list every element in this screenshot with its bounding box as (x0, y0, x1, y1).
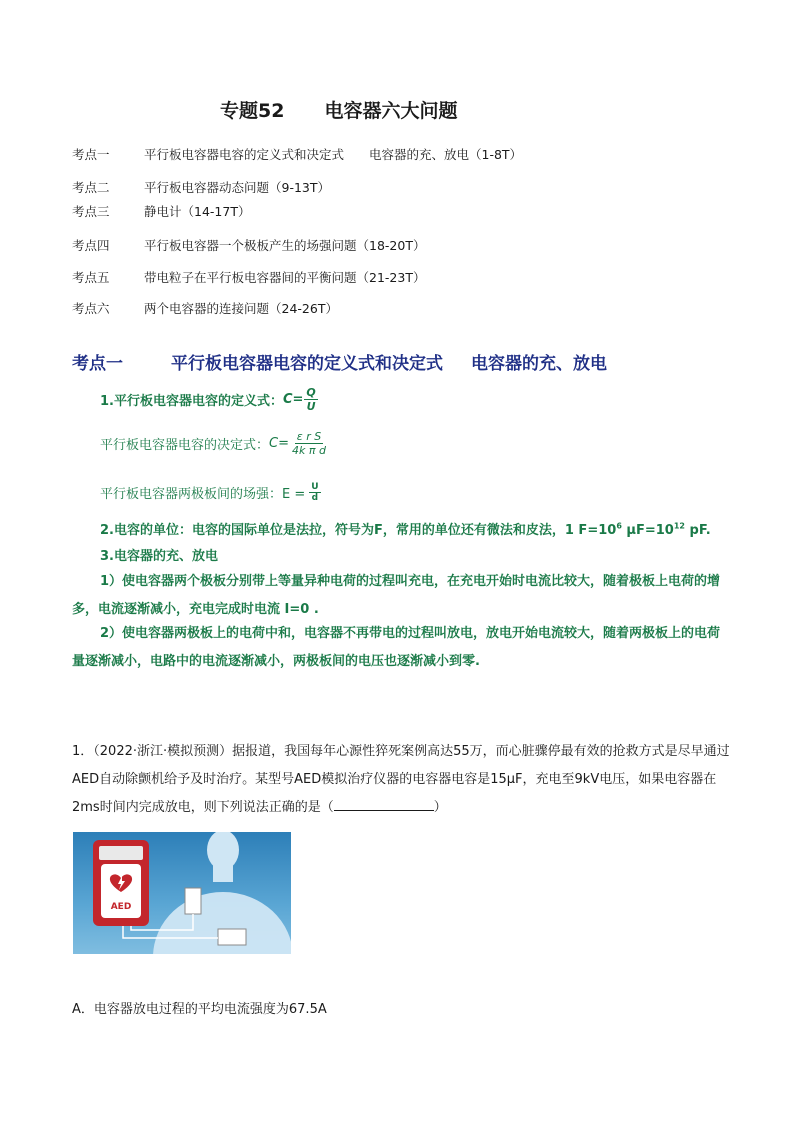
toc-text: 两个电容器的连接问题（24-26T） (144, 301, 338, 316)
unit-end: pF. (685, 523, 711, 538)
head-shape (207, 832, 239, 870)
toc-item (72, 178, 330, 196)
page-title (220, 96, 457, 123)
option-a[interactable]: A．电容器放电过程的平均电流强度为67.5A (72, 1002, 327, 1017)
question-1-stem (72, 738, 732, 822)
formula-lhs: C= (269, 436, 289, 451)
discharging-paragraph: 2）使电容器两极板上的电荷中和，电容器不再带电的过程叫放电，放电开始电流较大，随着两极板上的电荷量逐渐减小，电路中的电流逐渐减小，两极板间的电压也逐渐减小到零. (72, 626, 721, 669)
determining-formula-line (100, 430, 328, 457)
unit-exponent-2: 12 (673, 521, 685, 531)
toc-key: 考点六 (72, 301, 110, 316)
section-heading (72, 349, 607, 374)
section-title-b: 电容器的充、放电 (471, 354, 607, 374)
unit-exponent-1: 6 (616, 521, 622, 531)
determining-formula (269, 430, 328, 457)
charging-paragraph: 1）使电容器两个极板分别带上等量异种电荷的过程叫充电，在充电开始时电流比较大，随着极板上电荷的增多，电流逐渐减小，充电完成时电流 I=0 . (72, 574, 721, 617)
lower-pad (218, 929, 246, 945)
toc-item (72, 236, 425, 254)
toc-text: 静电计（14-17T） (144, 204, 251, 219)
title-topic-name: 电容器六大问题 (324, 100, 458, 122)
fraction-numerator: Q (306, 386, 316, 399)
aed-device-top (99, 846, 143, 860)
field-strength-line (100, 482, 321, 503)
toc-item (72, 268, 425, 286)
unit-text: 2.电容的单位：电容的国际单位是法拉，符号为F，常用的单位还有微法和皮法，1 F=10 (100, 523, 617, 538)
unit-mid: μF=10 (621, 523, 674, 538)
capacitance-unit-line (100, 519, 711, 538)
toc-key: 考点五 (72, 270, 110, 285)
toc-item (72, 299, 338, 317)
fraction-denominator: U (306, 400, 316, 413)
aed-scene-svg (73, 832, 291, 954)
field-label: 平行板电容器两极板间的场强：E = (100, 487, 306, 502)
determining-label: 平行板电容器电容的决定式： (100, 438, 270, 453)
section-key: 考点一 (72, 354, 123, 374)
fraction (290, 430, 328, 457)
toc-text: 带电粒子在平行板电容器间的平衡问题（21-23T） (144, 270, 426, 285)
section-title-a: 平行板电容器电容的定义式和决定式 (171, 354, 443, 374)
toc-item (72, 202, 250, 220)
toc-text: 平行板电容器一个极板产生的场强问题（18-20T） (144, 238, 426, 253)
formula-lhs: C= (282, 392, 304, 407)
toc-text: 平行板电容器动态问题（9-13T） (144, 180, 331, 195)
fraction-denominator: 4k π d (292, 444, 326, 457)
fraction-denominator: d (311, 493, 319, 503)
toc-key: 考点三 (72, 204, 110, 219)
charge-discharge-heading: 3.电容器的充、放电 (100, 549, 218, 564)
fraction (304, 386, 317, 413)
fraction-numerator: ε r S (296, 430, 322, 443)
toc-key: 考点四 (72, 238, 110, 253)
aed-label: AED (110, 902, 132, 912)
upper-pad (185, 888, 201, 914)
title-topic-number: 专题52 (220, 100, 285, 122)
fraction (309, 482, 320, 503)
question-1-text: 1．（2022·浙江·模拟预测）据报道，我国每年心源性猝死案例高达55万，而心脏骤停最有效的抢救方式是尽早通过AED自动除颤机给予及时治疗。某型号AED模拟治疗仪器的电容器电容是15μF，充电至9kV电压，如果电容器在2ms时间内完成放电，则下列说法正确的是（ (72, 744, 730, 815)
toc-key: 考点二 (72, 180, 110, 195)
definition-formula (283, 386, 318, 413)
definition-label: 1.平行板电容器电容的定义式： (100, 394, 283, 409)
aed-illustration (73, 832, 291, 954)
toc-key: 考点一 (72, 147, 110, 162)
definition-formula-line (100, 386, 318, 413)
answer-blank (334, 796, 434, 811)
fraction-numerator: U (311, 482, 319, 492)
toc-text: 平行板电容器电容的定义式和决定式 电容器的充、放电（1-8T） (144, 147, 523, 162)
question-1-tail: ） (433, 800, 447, 815)
toc-item (72, 145, 522, 163)
